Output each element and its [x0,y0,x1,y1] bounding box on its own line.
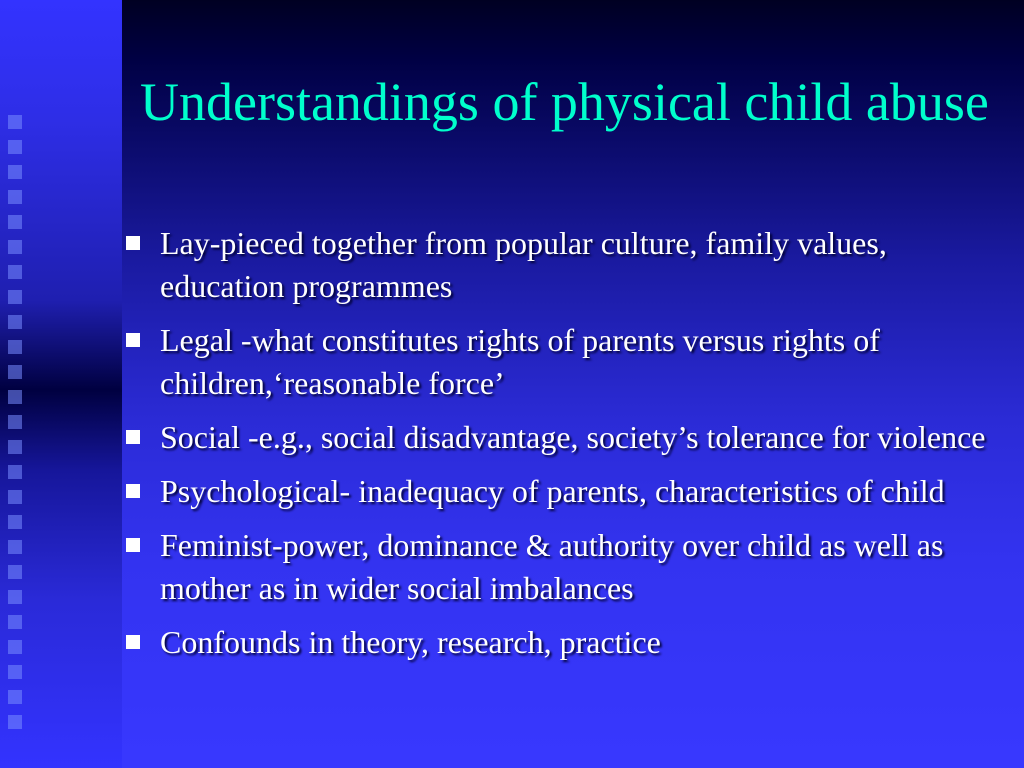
decorative-left-band [0,0,122,768]
slide-title: Understandings of physical child abuse [140,72,989,132]
decorative-square [8,590,22,604]
bullet-text: Feminist-power, dominance & authority over child as well as mother as in wider social imbalances [160,527,944,606]
decorative-square [8,640,22,654]
decorative-square [8,665,22,679]
decorative-square [8,290,22,304]
decorative-square [8,240,22,254]
bullet-item [124,319,1004,405]
bullet-item [124,222,1004,308]
decorative-square [8,390,22,404]
square-bullet-icon [126,430,140,444]
decorative-square-pattern [0,115,30,755]
square-bullet-icon [126,333,140,347]
decorative-square [8,415,22,429]
decorative-square [8,190,22,204]
decorative-square [8,215,22,229]
decorative-square [8,490,22,504]
decorative-square [8,615,22,629]
square-bullet-icon [126,484,140,498]
decorative-square [8,690,22,704]
decorative-square [8,440,22,454]
bullet-item [124,416,1004,459]
bullet-item [124,621,1004,664]
decorative-square [8,340,22,354]
decorative-square [8,165,22,179]
bullet-text: Confounds in theory, research, practice [160,624,661,660]
bullet-item [124,470,1004,513]
bullet-text: Legal -what constitutes rights of parents versus rights of children,‘reasonable force’ [160,322,880,401]
decorative-square [8,265,22,279]
bullet-text: Social -e.g., social disadvantage, society’s tolerance for violence [160,419,986,455]
decorative-square [8,465,22,479]
bullet-item [124,524,1004,610]
decorative-square [8,540,22,554]
decorative-square [8,365,22,379]
decorative-square [8,115,22,129]
bullet-text: Lay-pieced together from popular culture, family values, education programmes [160,225,887,304]
decorative-square [8,315,22,329]
decorative-square [8,565,22,579]
bullet-text: Psychological- inadequacy of parents, characteristics of child [160,473,945,509]
decorative-square [8,515,22,529]
decorative-square [8,140,22,154]
square-bullet-icon [126,236,140,250]
bullet-list [124,222,1004,675]
decorative-square [8,715,22,729]
square-bullet-icon [126,538,140,552]
square-bullet-icon [126,635,140,649]
